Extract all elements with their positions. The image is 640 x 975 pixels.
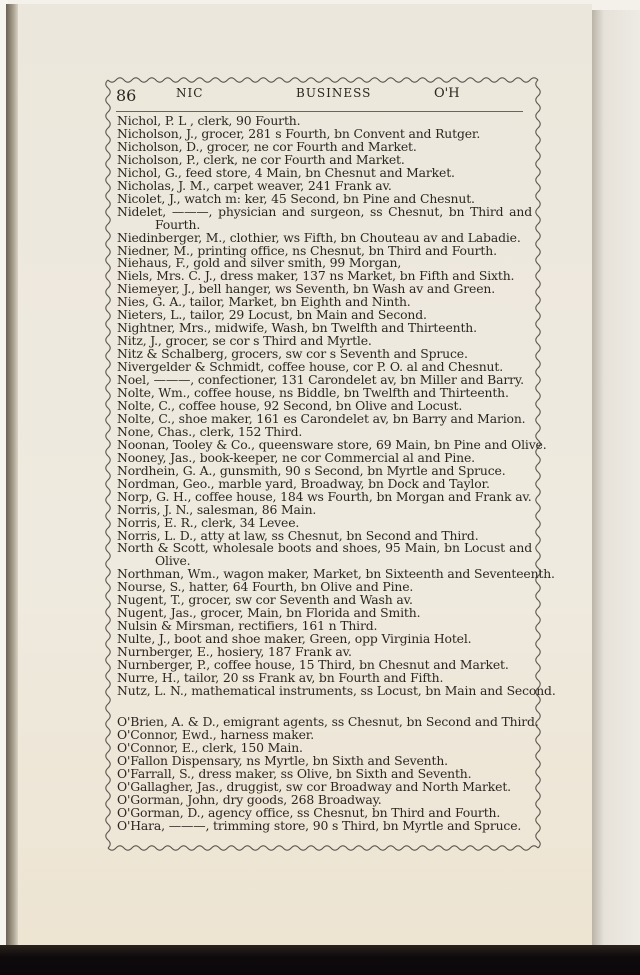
directory-entry: O'Gorman, D., agency office, ss Chesnut, bn Third and Fourth. xyxy=(117,804,501,820)
directory-entry: Nurre, H., tailor, 20 ss Frank av, bn Fourth and Fifth. xyxy=(117,669,444,685)
directory-entry: Northman, Wm., wagon maker, Market, bn Sixteenth and Seventeenth. xyxy=(117,566,555,582)
directory-entry: O'Gorman, John, dry goods, 268 Broadway. xyxy=(117,791,382,807)
directory-entry: Nitz & Schalberg, grocers, sw cor s Seventh and Spruce. xyxy=(117,346,468,362)
scan-background xyxy=(0,945,640,975)
directory-entry: Niehaus, F., gold and silver smith, 99 Morgan, xyxy=(117,255,402,271)
directory-entry: Nolte, Wm., coffee house, ns Biddle, bn Twelfth and Thirteenth. xyxy=(117,385,509,401)
directory-entry: Nolte, C., coffee house, 92 Second, bn Olive and Locust. xyxy=(117,397,463,413)
directory-entry: Nicholson, D., grocer, ne cor Fourth and Market. xyxy=(117,138,417,154)
directory-entry: Niels, Mrs. C. J., dress maker, 137 ns Market, bn Fifth and Sixth. xyxy=(117,268,515,284)
border-top xyxy=(108,78,538,82)
header-rule xyxy=(116,111,523,112)
border-bottom xyxy=(108,846,538,850)
directory-entry: Nutz, L. N., mathematical instruments, ss Locust, bn Main and Second. xyxy=(117,682,556,698)
page-number: 86 xyxy=(116,86,137,105)
directory-entry: O'Gallagher, Jas., druggist, sw cor Broadway and North Market. xyxy=(117,778,511,794)
border-right xyxy=(536,80,540,848)
adjacent-page-edge xyxy=(592,10,640,946)
directory-entry: O'Connor, Ewd., harness maker. xyxy=(117,726,314,742)
directory-entry: Nulsin & Mirsman, rectifiers, 161 n Third. xyxy=(117,618,378,634)
directory-listing xyxy=(117,113,556,833)
directory-entry: Norp, G. H., coffee house, 184 ws Fourth, bn Morgan and Frank av. xyxy=(117,488,532,504)
directory-entry: Nordman, Geo., marble yard, Broadway, bn Dock and Taylor. xyxy=(117,475,490,491)
directory-entry: Noel, ———, confectioner, 131 Carondelet av, bn Miller and Barry. xyxy=(117,372,524,388)
directory-entry: Nidelet, ———, physician and surgeon, ss Chesnut, bn Third and xyxy=(117,203,532,219)
directory-entry: O'Farrall, S., dress maker, ss Olive, bn Sixth and Seventh. xyxy=(117,765,472,781)
directory-entry: O'Brien, A. & D., emigrant agents, ss Chesnut, bn Second and Third. xyxy=(117,713,539,729)
running-header xyxy=(116,86,532,104)
directory-entry: Nichol, P. L , clerk, 90 Fourth. xyxy=(117,113,301,128)
directory-entry: Nicholson, P., clerk, ne cor Fourth and Market. xyxy=(117,151,405,167)
directory-entry: Nicholson, J., grocer, 281 s Fourth, bn Convent and Rutger. xyxy=(117,125,481,141)
left-guide-word: NIC xyxy=(176,86,204,100)
directory-entry: Nivergelder & Schmidt, coffee house, cor P. O. al and Chesnut. xyxy=(117,359,503,375)
directory-entry: None, Chas., clerk, 152 Third. xyxy=(117,423,303,439)
right-guide-word: O'H xyxy=(434,86,460,101)
directory-entry-continuation: Fourth. xyxy=(155,216,201,232)
page-edge-shadow xyxy=(6,4,18,946)
directory-entry: Nicholas, J. M., carpet weaver, 241 Frank av. xyxy=(117,177,392,193)
directory-entry: Nies, G. A., tailor, Market, bn Eighth and Ninth. xyxy=(117,294,411,310)
directory-entry: O'Hara, ———, trimming store, 90 s Third, bn Myrtle and Spruce. xyxy=(117,817,522,833)
directory-entry: Nugent, T., grocer, sw cor Seventh and Wash av. xyxy=(117,592,413,608)
directory-entry: Norris, E. R., clerk, 34 Levee. xyxy=(117,514,300,530)
border-left xyxy=(106,80,110,848)
directory-entry: Nightner, Mrs., midwife, Wash, bn Twelfth and Thirteenth. xyxy=(117,320,477,336)
directory-entry: Nurnberger, P., coffee house, 15 Third, bn Chesnut and Market. xyxy=(117,657,509,673)
directory-entry: Nugent, Jas., grocer, Main, bn Florida and Smith. xyxy=(117,605,421,621)
directory-entry: Nichol, G., feed store, 4 Main, bn Chesnut and Market. xyxy=(117,164,455,180)
directory-entry: Niemeyer, J., bell hanger, ws Seventh, bn Wash av and Green. xyxy=(117,281,496,297)
directory-entry-continuation: Olive. xyxy=(155,553,191,569)
directory-entry: O'Fallon Dispensary, ns Myrtle, bn Sixth and Seventh. xyxy=(117,752,448,768)
section-title: BUSINESS xyxy=(296,86,372,100)
directory-entry: Niedinberger, M., clothier, ws Fifth, bn Chouteau av and Labadie. xyxy=(117,229,521,245)
directory-entry: Norris, J. N., salesman, 86 Main. xyxy=(117,501,317,517)
directory-entry: Nieters, L., tailor, 29 Locust, bn Main and Second. xyxy=(117,307,427,323)
directory-entry: Nicolet, J., watch m: ker, 45 Second, bn Pine and Chesnut. xyxy=(117,190,475,206)
directory-entry: Nurnberger, E., hosiery, 187 Frank av. xyxy=(117,644,352,660)
directory-entry: Nolte, C., shoe maker, 161 es Carondelet av, bn Barry and Marion. xyxy=(117,410,526,426)
directory-entry: O'Connor, E., clerk, 150 Main. xyxy=(117,739,303,755)
directory-entry: Nitz, J., grocer, se cor s Third and Myrtle. xyxy=(117,333,372,349)
directory-entry: North & Scott, wholesale boots and shoes, 95 Main, bn Locust and xyxy=(117,540,532,556)
directory-entry: Nooney, Jas., book-keeper, ne cor Commercial al and Pine. xyxy=(117,449,475,465)
directory-entry: Nordhein, G. A., gunsmith, 90 s Second, bn Myrtle and Spruce. xyxy=(117,462,506,478)
directory-entry: Norris, L. D., atty at law, ss Chesnut, bn Second and Third. xyxy=(117,527,479,543)
directory-entry: Nulte, J., boot and shoe maker, Green, opp Virginia Hotel. xyxy=(117,631,472,647)
directory-entry: Nourse, S., hatter, 64 Fourth, bn Olive and Pine. xyxy=(117,579,414,595)
directory-entry: Niedner, M., printing office, ns Chesnut, bn Third and Fourth. xyxy=(117,242,497,258)
directory-entry: Noonan, Tooley & Co., queensware store, 69 Main, bn Pine and Olive. xyxy=(117,436,547,452)
